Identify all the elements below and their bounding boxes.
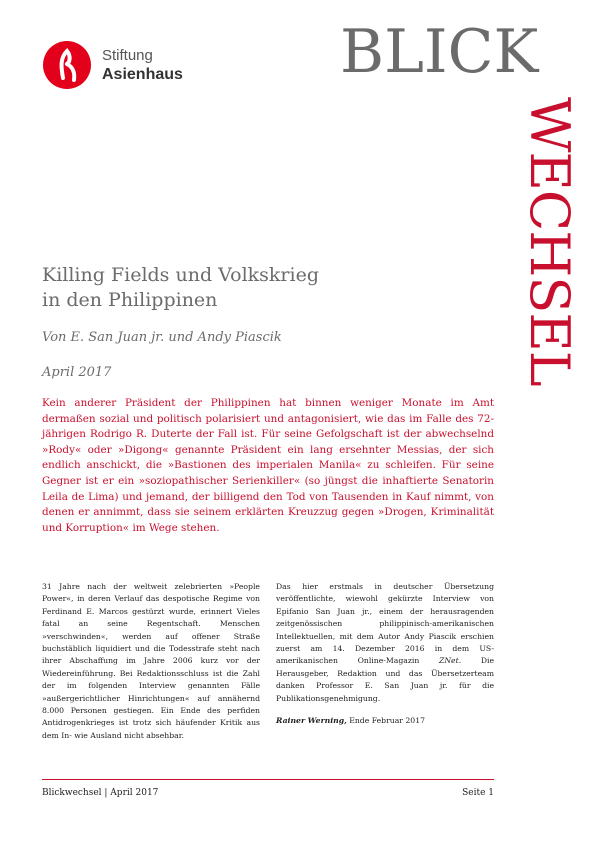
intro-paragraph-left: 31 Jahre nach der weltweit zelebrierten »People Power«, in deren Verlauf das despotische Regime von Ferdinand E. Marcos gestürzt wurde, erinnert Vieles fatal an seine Regentschaft. Menschen »verschwinden«, werden auf offener Straße buchstäblich liquidiert und die Todesstrafe steht nach ihrer Abschaffung im Jahre 2006 kurz vor der Wiedereinführung. Bei Redaktionsschluss ist die Zahl der im folgenden Interview genannten Fälle »außergerichtlicher Hinrichtungen« auf annähernd 8.000 Personen gestiegen. Ein Ende des perfiden Antidrogenkrieges ist trotz sich häufender Kritik aus dem In- wie Ausland nicht absehbar.: [42, 582, 260, 740]
logo-line-stiftung: Stiftung: [102, 47, 153, 64]
asienhaus-logo-icon: [42, 40, 92, 90]
footer-page-number: Seite 1: [462, 788, 494, 798]
article-title-line-1: Killing Fields und Volkskrieg: [42, 264, 319, 286]
masthead-wechsel: WECHSEL: [518, 97, 581, 386]
article-title-line-2: in den Philippinen: [42, 289, 218, 311]
magazine-name: ZNet: [438, 656, 459, 666]
intro-right-text-1: Das hier erstmals in deutscher Übersetzung veröffentlichte, wiewohl gekürzte Interview von Epifanio San Juan jr., einem der herausragenden zeitgenössischen philippinisch-amerikanischen Intellektuellen, mit dem Autor Andy Piascik erschien zuerst am 14. Dezember 2016 in dem US-amerikanischen Online-Magazin: [276, 582, 494, 666]
intro-right-text-2: . Die Herausgeber, Redaktion und das Übersetzerteam danken Professor E. San Juan jr. für die Publikationsgenehmigung.: [276, 656, 495, 703]
logo-wordmark: [102, 46, 183, 84]
intro-paragraph-right: [276, 581, 494, 705]
logo-line-asienhaus: Asienhaus: [102, 66, 183, 83]
article-authors: Von E. San Juan jr. und Andy Piascik: [42, 330, 282, 345]
intro-column-left: [42, 581, 260, 742]
signature: [276, 715, 494, 727]
masthead-blick: BLICK: [340, 17, 539, 87]
signature-date: Ende Februar 2017: [346, 716, 425, 726]
footer-divider: [42, 779, 494, 780]
intro-column-right: [276, 581, 494, 727]
stiftung-asienhaus-logo: [42, 40, 183, 90]
article-date: April 2017: [42, 365, 112, 380]
article-lead: Kein anderer Präsident der Philippinen hat binnen weniger Monate im Amt dermaßen sozial und politisch polarisiert und antagonisiert, wie das im Falle des 72-jährigen Rodrigo R. Duterte der Fall ist. Für seine Gefolgschaft ist der abwechselnd »Rody« oder »Digong« genannte Präsident ein lang ersehnter Messias, der sich endlich anschickt, die »Bastionen des imperialen Manila« zu schleifen. Für seine Gegner ist er ein »soziopathischer Serienkiller« (so jüngst die inhaftierte Senatorin Leila de Lima) und jemand, der billigend den Tod von Tausenden in Kauf nimmt, von denen er annimmt, dass sie seinem erklärten Kreuzzug gegen »Drogen, Kriminalität und Korruption« im Wege stehen.: [42, 397, 494, 534]
signature-name: Rainer Werning,: [276, 716, 347, 726]
article-title: [42, 263, 402, 313]
footer-publication: Blickwechsel | April 2017: [42, 788, 159, 798]
masthead-wechsel-wrapper: [518, 97, 580, 447]
